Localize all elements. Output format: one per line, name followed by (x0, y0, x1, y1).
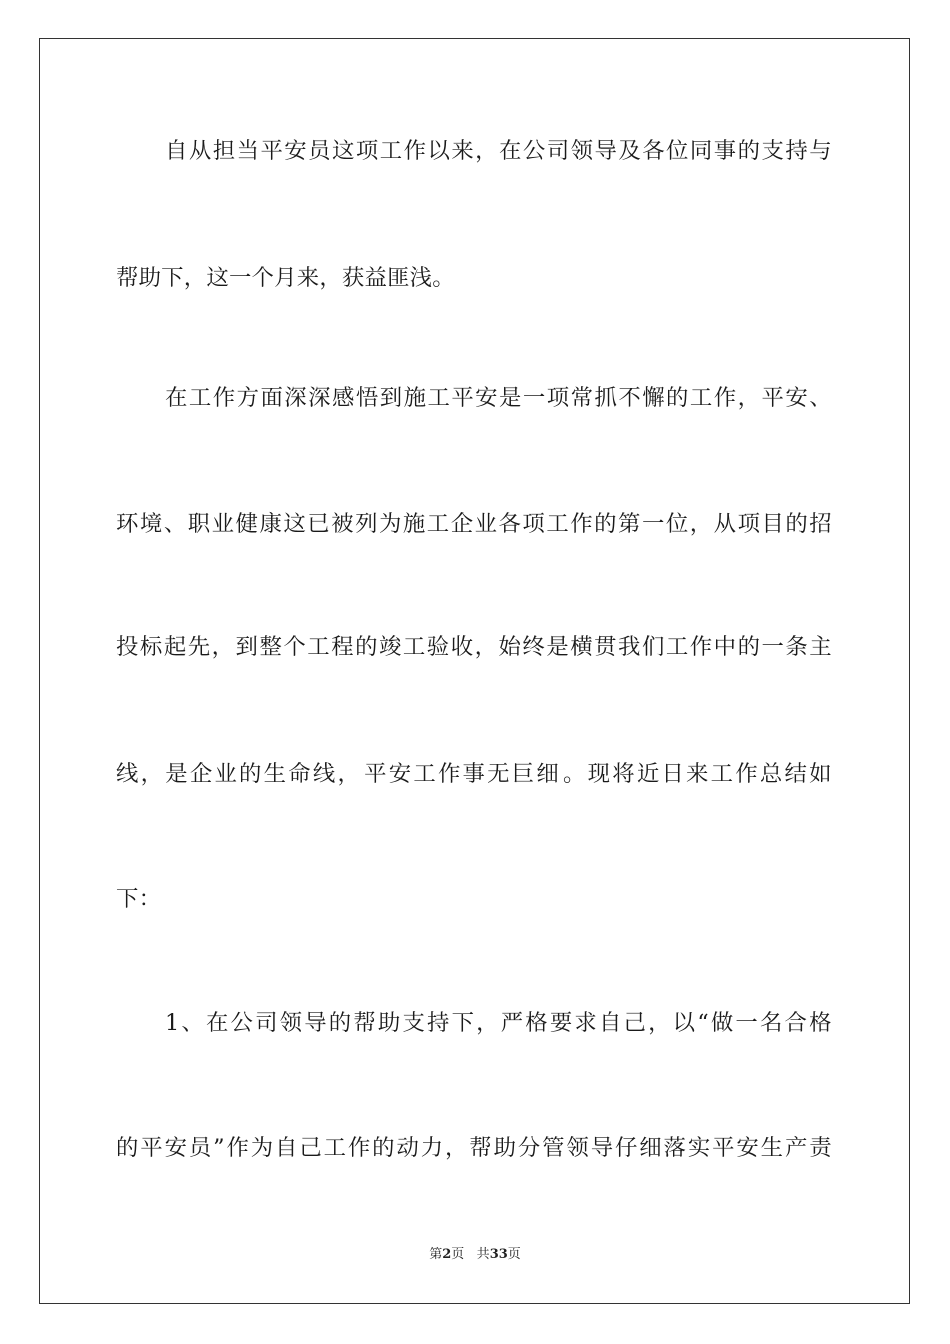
glyph: 严 (500, 1010, 524, 1036)
glyph: 程 (331, 634, 354, 660)
glyph: 及 (618, 138, 641, 164)
glyph: 自 (275, 1135, 298, 1161)
glyph: 作 (735, 761, 758, 787)
glyph: 来 (686, 761, 709, 787)
glyph: 是 (546, 634, 569, 660)
glyph: 工 (546, 511, 569, 537)
glyph: 事 (713, 138, 737, 164)
glyph: 一 (761, 634, 785, 660)
glyph: 合 (784, 1010, 808, 1036)
glyph: 自 (165, 138, 188, 164)
glyph: 施 (403, 385, 427, 411)
glyph: 安 (475, 385, 498, 411)
glyph: 常 (570, 385, 594, 411)
glyph: ， (475, 138, 498, 164)
glyph: 列 (355, 511, 378, 537)
glyph: 中 (713, 634, 737, 660)
glyph: 的 (594, 511, 617, 537)
glyph: 生 (263, 761, 287, 787)
glyph: 助 (493, 1135, 517, 1161)
glyph: 平 (260, 138, 284, 164)
glyph: 业 (211, 511, 235, 537)
glyph: 、 (809, 385, 832, 411)
glyph: 招 (809, 511, 832, 537)
footer-total-pages: 33 (489, 1247, 508, 1262)
glyph: 、 (163, 511, 187, 537)
glyph: 施 (402, 511, 426, 537)
glyph: 以 (427, 138, 451, 164)
glyph: 现 (587, 761, 611, 787)
glyph: 帮 (353, 1010, 376, 1036)
glyph: 以 (672, 1010, 696, 1036)
glyph: 起 (163, 634, 187, 660)
glyph: ， (737, 385, 761, 411)
paragraph-2-line-1 (165, 383, 832, 413)
glyph: 境 (139, 511, 163, 537)
glyph: 个 (283, 634, 306, 660)
glyph: 项 (355, 138, 379, 164)
glyph: ， (689, 511, 713, 537)
glyph: 结 (784, 761, 808, 787)
glyph: 领 (279, 1010, 303, 1036)
glyph: 的 (372, 1135, 395, 1161)
glyph: 格 (525, 1010, 548, 1036)
glyph: ， (445, 1135, 468, 1161)
glyph: 位 (665, 511, 689, 537)
glyph: 与 (809, 138, 832, 164)
glyph: 动 (396, 1135, 420, 1161)
glyph: 总 (759, 761, 783, 787)
glyph: 工 (402, 634, 426, 660)
glyph: 日 (661, 761, 685, 787)
glyph: 验 (426, 634, 450, 660)
glyph: 己 (299, 1135, 322, 1161)
glyph: 同 (689, 138, 713, 164)
page-number-footer (0, 1246, 950, 1264)
glyph: 的 (785, 511, 808, 537)
glyph: 助 (377, 1010, 401, 1036)
glyph: ， (337, 761, 361, 787)
glyph: 各 (642, 138, 665, 164)
glyph: 条 (785, 634, 808, 660)
glyph: 各 (498, 511, 522, 537)
glyph: 不 (618, 385, 641, 411)
glyph: 线 (116, 761, 139, 787)
glyph: 员 (188, 1135, 212, 1161)
glyph: 健 (235, 511, 259, 537)
glyph: ， (474, 634, 498, 660)
glyph: 从 (188, 138, 212, 164)
glyph: 事 (462, 761, 486, 787)
glyph: 抓 (594, 385, 618, 411)
glyph: 工 (379, 138, 403, 164)
glyph: 在 (499, 138, 522, 164)
glyph: ， (211, 634, 235, 660)
glyph: 康 (259, 511, 283, 537)
glyph: 的 (666, 385, 689, 411)
glyph: 贯 (594, 634, 617, 660)
glyph: 作 (403, 138, 427, 164)
glyph: 如 (809, 761, 832, 787)
glyph: 项 (522, 511, 545, 537)
glyph: 要 (549, 1010, 573, 1036)
glyph: 1 (165, 1010, 180, 1036)
glyph: 企 (450, 511, 474, 537)
glyph: 平 (451, 385, 474, 411)
glyph: 责 (809, 1135, 832, 1161)
glyph: 先 (187, 634, 211, 660)
glyph: 工 (188, 385, 212, 411)
glyph: 在 (205, 1010, 229, 1036)
glyph: 感 (332, 385, 355, 411)
paragraph-1-line-2: 帮助下，这一个月来，获益匪浅。 (116, 265, 455, 291)
glyph: 收 (450, 634, 474, 660)
glyph: 、 (181, 1010, 205, 1036)
glyph: 。 (563, 761, 586, 787)
glyph: 工 (307, 634, 330, 660)
glyph: 位 (666, 138, 689, 164)
glyph: 整 (259, 634, 283, 660)
glyph: 的 (737, 634, 761, 660)
glyph: 管 (542, 1135, 565, 1161)
glyph: 仔 (614, 1135, 638, 1161)
glyph: 作 (226, 1135, 250, 1161)
glyph: 始 (498, 634, 522, 660)
glyph: 持 (427, 1010, 450, 1036)
glyph: 业 (474, 511, 498, 537)
glyph: 到 (379, 385, 403, 411)
glyph: 分 (517, 1135, 541, 1161)
glyph: 帮 (469, 1135, 492, 1161)
glyph: 下 (451, 1010, 475, 1036)
glyph: 公 (230, 1010, 254, 1036)
paragraph-2-line-3 (116, 632, 832, 662)
glyph: 企 (189, 761, 213, 787)
glyph: 在 (165, 385, 188, 411)
glyph: ， (648, 1010, 671, 1036)
glyph: 作 (713, 385, 737, 411)
glyph: 的 (737, 138, 761, 164)
glyph: 项 (546, 385, 570, 411)
glyph: 面 (260, 385, 284, 411)
glyph: 工 (665, 634, 689, 660)
glyph: 细 (639, 1135, 662, 1161)
glyph: 员 (308, 138, 331, 164)
glyph: 格 (809, 1010, 832, 1036)
page-border (39, 38, 910, 1304)
glyph: 标 (139, 634, 163, 660)
glyph: 无 (487, 761, 510, 787)
glyph: 生 (760, 1135, 784, 1161)
glyph: 近 (636, 761, 660, 787)
glyph: 平 (761, 385, 785, 411)
glyph: 命 (288, 761, 311, 787)
glyph: 第 (618, 511, 641, 537)
glyph: 一 (735, 1010, 759, 1036)
glyph: 安 (164, 1135, 188, 1161)
glyph: 巨 (511, 761, 535, 787)
glyph: 是 (499, 385, 522, 411)
glyph: 被 (331, 511, 354, 537)
glyph: 工 (426, 511, 450, 537)
glyph: 一 (641, 511, 665, 537)
paragraph-2-line-4 (116, 759, 832, 789)
glyph: 自 (598, 1010, 622, 1036)
glyph: 悟 (355, 385, 379, 411)
glyph: 竣 (378, 634, 402, 660)
glyph: 求 (574, 1010, 598, 1036)
paragraph-3-line-1 (165, 1008, 832, 1038)
glyph: 导 (594, 138, 618, 164)
glyph: 到 (235, 634, 259, 660)
glyph: 深 (284, 385, 307, 411)
paragraph-2-line-5: 下： (116, 886, 162, 912)
glyph: 担 (212, 138, 236, 164)
glyph: 平 (364, 761, 387, 787)
glyph: 这 (332, 138, 355, 164)
glyph: 作 (212, 385, 236, 411)
glyph: “ (697, 1010, 709, 1036)
glyph: 作 (570, 511, 593, 537)
glyph: 的 (239, 761, 262, 787)
glyph: 的 (355, 634, 378, 660)
glyph: 的 (116, 1135, 139, 1161)
glyph: 持 (785, 138, 808, 164)
glyph: 从 (713, 511, 737, 537)
glyph: 为 (250, 1135, 274, 1161)
glyph: 为 (378, 511, 402, 537)
glyph: 方 (236, 385, 260, 411)
glyph: 做 (710, 1010, 734, 1036)
glyph: 线 (312, 761, 336, 787)
glyph: 作 (347, 1135, 371, 1161)
glyph: 司 (255, 1010, 278, 1036)
glyph: 安 (388, 761, 412, 787)
glyph: 安 (785, 385, 808, 411)
glyph: 力 (420, 1135, 444, 1161)
glyph: 支 (761, 138, 785, 164)
glyph: 业 (214, 761, 238, 787)
footer-total-unit: 页 (507, 1247, 521, 1262)
glyph: 们 (641, 634, 665, 660)
glyph: 导 (304, 1010, 327, 1036)
glyph: 己 (623, 1010, 647, 1036)
footer-current-page: 2 (442, 1247, 452, 1262)
glyph: 作 (437, 761, 461, 787)
glyph: 是 (165, 761, 188, 787)
glyph: 作 (689, 634, 713, 660)
glyph: 工 (427, 385, 451, 411)
glyph: 投 (116, 634, 139, 660)
paragraph-3-line-2 (116, 1133, 832, 1163)
glyph: 环 (116, 511, 139, 537)
glyph: 导 (590, 1135, 614, 1161)
glyph: 安 (284, 138, 307, 164)
glyph: 当 (236, 138, 260, 164)
glyph: 工 (710, 761, 734, 787)
glyph: 领 (570, 138, 594, 164)
glyph: 支 (402, 1010, 426, 1036)
glyph: 项 (737, 511, 761, 537)
glyph: 已 (307, 511, 330, 537)
glyph: 来 (451, 138, 474, 164)
glyph: 落 (663, 1135, 687, 1161)
glyph: 工 (323, 1135, 347, 1161)
glyph: 工 (413, 761, 436, 787)
glyph: 懈 (642, 385, 665, 411)
glyph: ， (140, 761, 164, 787)
glyph: 领 (566, 1135, 589, 1161)
glyph: 深 (308, 385, 331, 411)
glyph: 我 (618, 634, 641, 660)
glyph: 公 (522, 138, 546, 164)
glyph: 工 (689, 385, 713, 411)
glyph: 目 (761, 511, 785, 537)
footer-total-prefix: 共 (476, 1247, 490, 1262)
glyph: 细 (536, 761, 559, 787)
glyph: ， (476, 1010, 499, 1036)
footer-prefix: 第 (429, 1247, 443, 1262)
glyph: 的 (328, 1010, 352, 1036)
glyph: 横 (570, 634, 593, 660)
glyph: 名 (759, 1010, 783, 1036)
glyph: 将 (612, 761, 635, 787)
glyph: 产 (784, 1135, 808, 1161)
glyph: 安 (736, 1135, 759, 1161)
glyph: 终 (522, 634, 545, 660)
glyph: ” (213, 1135, 225, 1161)
glyph: 平 (140, 1135, 163, 1161)
glyph: 司 (546, 138, 570, 164)
footer-page-unit: 页 (451, 1247, 465, 1262)
glyph: 职 (187, 511, 211, 537)
glyph: 平 (712, 1135, 735, 1161)
glyph: 实 (687, 1135, 711, 1161)
glyph: 一 (522, 385, 546, 411)
glyph: 这 (283, 511, 306, 537)
glyph: 主 (809, 634, 832, 660)
paragraph-2-line-2 (116, 509, 832, 539)
paragraph-1-line-1 (165, 136, 832, 166)
